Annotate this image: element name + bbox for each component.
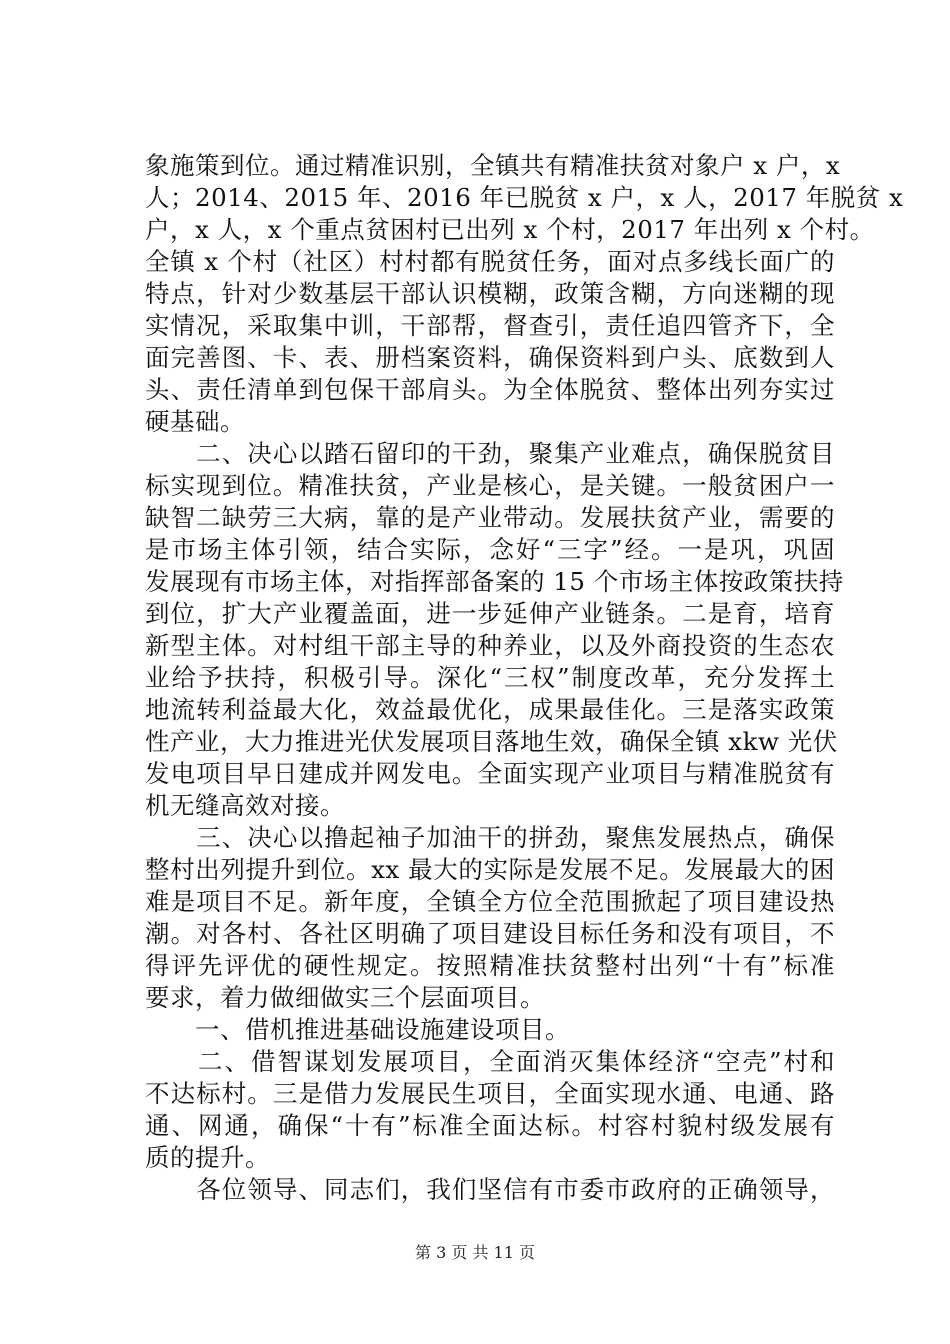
text-line: 一、借机推进基础设施建设项目。 (145, 1015, 570, 1044)
text-line: 各位领导、同志们，我们坚信有市委市政府的正确领导， (145, 1175, 835, 1204)
text-line: 潮。对各村、各社区明确了项目建设目标任务和没有项目，不 (145, 919, 835, 948)
text-line: 全镇 x 个村（社区）村村都有脱贫任务，面对点多线长面广的 (145, 247, 835, 276)
text-line: 缺智二缺劳三大病，靠的是产业带动。发展扶贫产业，需要的 (145, 503, 835, 532)
text-line: 机无缝高效对接。 (145, 791, 345, 820)
text-line: 人；2014、2015 年、2016 年已脱贫 x 户，x 人，2017 年脱贫 x (145, 183, 904, 212)
text-line: 实情况，采取集中训，干部帮，督查引，责任追四管齐下，全 (145, 311, 835, 340)
text-line: 难是项目不足。新年度，全镇全方位全范围掀起了项目建设热 (145, 887, 835, 916)
text-line: 性产业，大力推进光伏发展项目落地生效，确保全镇 xkw 光伏 (145, 727, 838, 756)
text-line: 标实现到位。精准扶贫，产业是核心，是关键。一般贫困户一 (145, 471, 835, 500)
text-line: 三、决心以撸起袖子加油干的拼劲，聚焦发展热点，确保 (145, 823, 835, 852)
text-line: 不达标村。三是借力发展民生项目，全面实现水通、电通、路 (145, 1079, 835, 1108)
text-line: 面完善图、卡、表、册档案资料，确保资料到户头、底数到人 (145, 343, 835, 372)
document-body (145, 150, 904, 1206)
text-line: 二、借智谋划发展项目，全面消灭集体经济“空壳”村和 (145, 1047, 835, 1076)
text-line: 发展现有市场主体，对指挥部备案的 15 个市场主体按政策扶持 (145, 567, 844, 596)
text-line: 二、决心以踏石留印的干劲，聚集产业难点，确保脱贫目 (145, 439, 835, 468)
text-line: 要求，着力做细做实三个层面项目。 (145, 983, 545, 1012)
text-line: 质的提升。 (145, 1143, 270, 1172)
page-footer: 第 3 页 共 11 页 (415, 1243, 535, 1262)
text-line: 户，x 人，x 个重点贫困村已出列 x 个村，2017 年出列 x 个村。 (145, 215, 875, 244)
text-line: 发电项目早日建成并网发电。全面实现产业项目与精准脱贫有 (145, 759, 835, 788)
text-line: 硬基础。 (145, 407, 245, 436)
text-line: 到位，扩大产业覆盖面，进一步延伸产业链条。二是育，培育 (145, 599, 835, 628)
text-line: 通、网通，确保“十有”标准全面达标。村容村貌村级发展有 (145, 1111, 835, 1140)
text-line: 整村出列提升到位。xx 最大的实际是发展不足。发展最大的困 (145, 855, 835, 884)
text-line: 象施策到位。通过精准识别，全镇共有精准扶贫对象户 x 户，x (145, 151, 841, 180)
text-line: 得评先评优的硬性规定。按照精准扶贫整村出列“十有”标准 (145, 951, 835, 980)
text-line: 是市场主体引领，结合实际，念好“三字”经。一是巩，巩固 (145, 535, 835, 564)
text-line: 新型主体。对村组干部主导的种养业，以及外商投资的生态农 (145, 631, 835, 660)
text-line: 特点，针对少数基层干部认识模糊，政策含糊，方向迷糊的现 (145, 279, 835, 308)
text-line: 头、责任清单到包保干部肩头。为全体脱贫、整体出列夯实过 (145, 375, 835, 404)
text-line: 业给予扶持，积极引导。深化“三权”制度改革，充分发挥土 (145, 663, 835, 692)
text-line: 地流转利益最大化，效益最优化，成果最佳化。三是落实政策 (145, 695, 835, 724)
